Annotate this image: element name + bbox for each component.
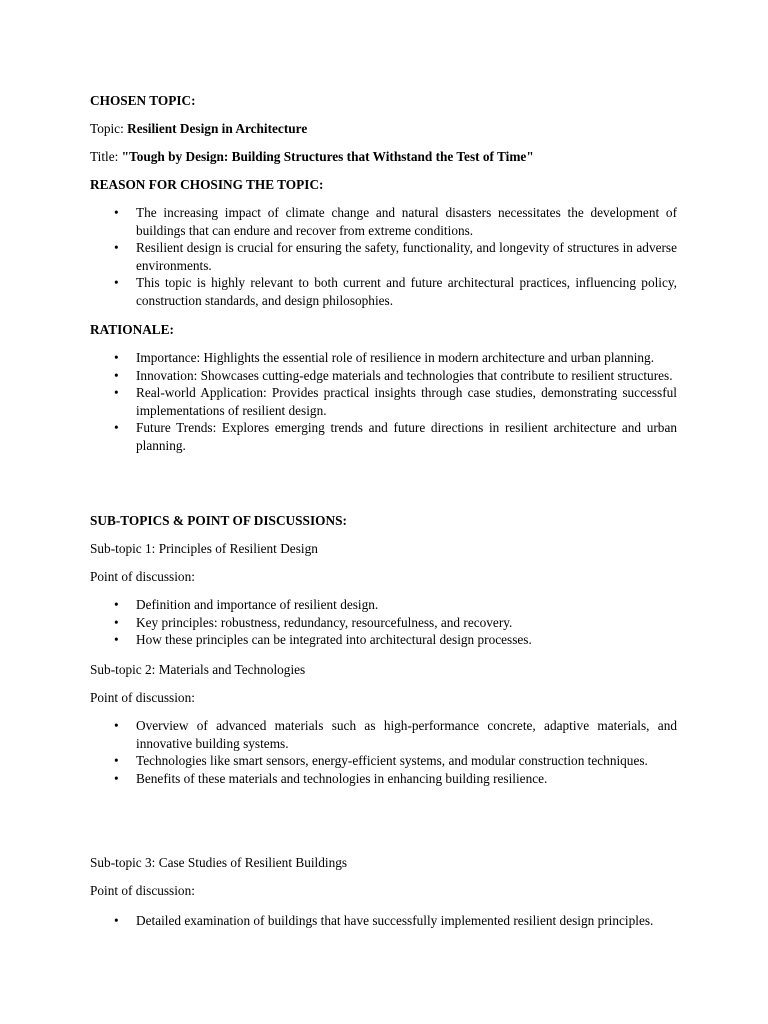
subtopic-1-title: Sub-topic 1: Principles of Resilient Design: [90, 541, 318, 556]
list-item: • Innovation: Showcases cutting-edge materials and technologies that contribute to resilient structures.: [90, 367, 677, 385]
reason-heading: REASON FOR CHOSING THE TOPIC:: [90, 177, 324, 192]
topic-label: Topic:: [90, 121, 128, 136]
reason-list: [90, 204, 677, 309]
list-item: • Definition and importance of resilient design.: [90, 596, 677, 614]
subtopic-2-title: Sub-topic 2: Materials and Technologies: [90, 662, 306, 677]
list-item: • This topic is highly relevant to both current and future architectural practices, influencing policy, construction standards, and design philosophies.: [90, 274, 677, 309]
subtopics-heading: SUB-TOPICS & POINT OF DISCUSSIONS:: [90, 513, 347, 528]
subtopic-1-pod-label: Point of discussion:: [90, 569, 195, 584]
title-label: Title:: [90, 149, 122, 164]
list-item: • Benefits of these materials and technologies in enhancing building resilience.: [90, 770, 677, 788]
rationale-heading: RATIONALE:: [90, 322, 174, 337]
subtopic-2-pod-label: Point of discussion:: [90, 690, 195, 705]
title-value: "Tough by Design: Building Structures that Withstand the Test of Time": [121, 149, 534, 164]
list-item: • Overview of advanced materials such as high-performance concrete, adaptive materials, and innovative building systems.: [90, 717, 677, 752]
subtopic-3-title: Sub-topic 3: Case Studies of Resilient Buildings: [90, 855, 348, 870]
subtopic-2-list: [90, 717, 677, 787]
chosen-topic-heading: CHOSEN TOPIC:: [90, 93, 196, 108]
list-item: • Detailed examination of buildings that have successfully implemented resilient design principles.: [90, 912, 677, 930]
topic-line: [90, 120, 677, 138]
rationale-list: [90, 349, 677, 454]
list-item: • Importance: Highlights the essential role of resilience in modern architecture and urban planning.: [90, 349, 677, 367]
list-item: • Real-world Application: Provides practical insights through case studies, demonstrating successful implementations of resilient design.: [90, 384, 677, 419]
list-item: • Resilient design is crucial for ensuring the safety, functionality, and longevity of structures in adverse environments.: [90, 239, 677, 274]
topic-value: Resilient Design in Architecture: [127, 121, 308, 136]
subtopic-1-list: [90, 596, 677, 649]
list-item: • Future Trends: Explores emerging trends and future directions in resilient architecture and urban planning.: [90, 419, 677, 454]
list-item: • How these principles can be integrated into architectural design processes.: [90, 631, 677, 649]
subtopic-3-list: [90, 912, 677, 930]
list-item: • Technologies like smart sensors, energy-efficient systems, and modular construction techniques.: [90, 752, 677, 770]
list-item: • The increasing impact of climate change and natural disasters necessitates the development of buildings that can endure and recover from extreme conditions.: [90, 204, 677, 239]
subtopic-3-pod-label: Point of discussion:: [90, 883, 195, 898]
title-line: [90, 148, 677, 166]
list-item: • Key principles: robustness, redundancy, resourcefulness, and recovery.: [90, 614, 677, 632]
